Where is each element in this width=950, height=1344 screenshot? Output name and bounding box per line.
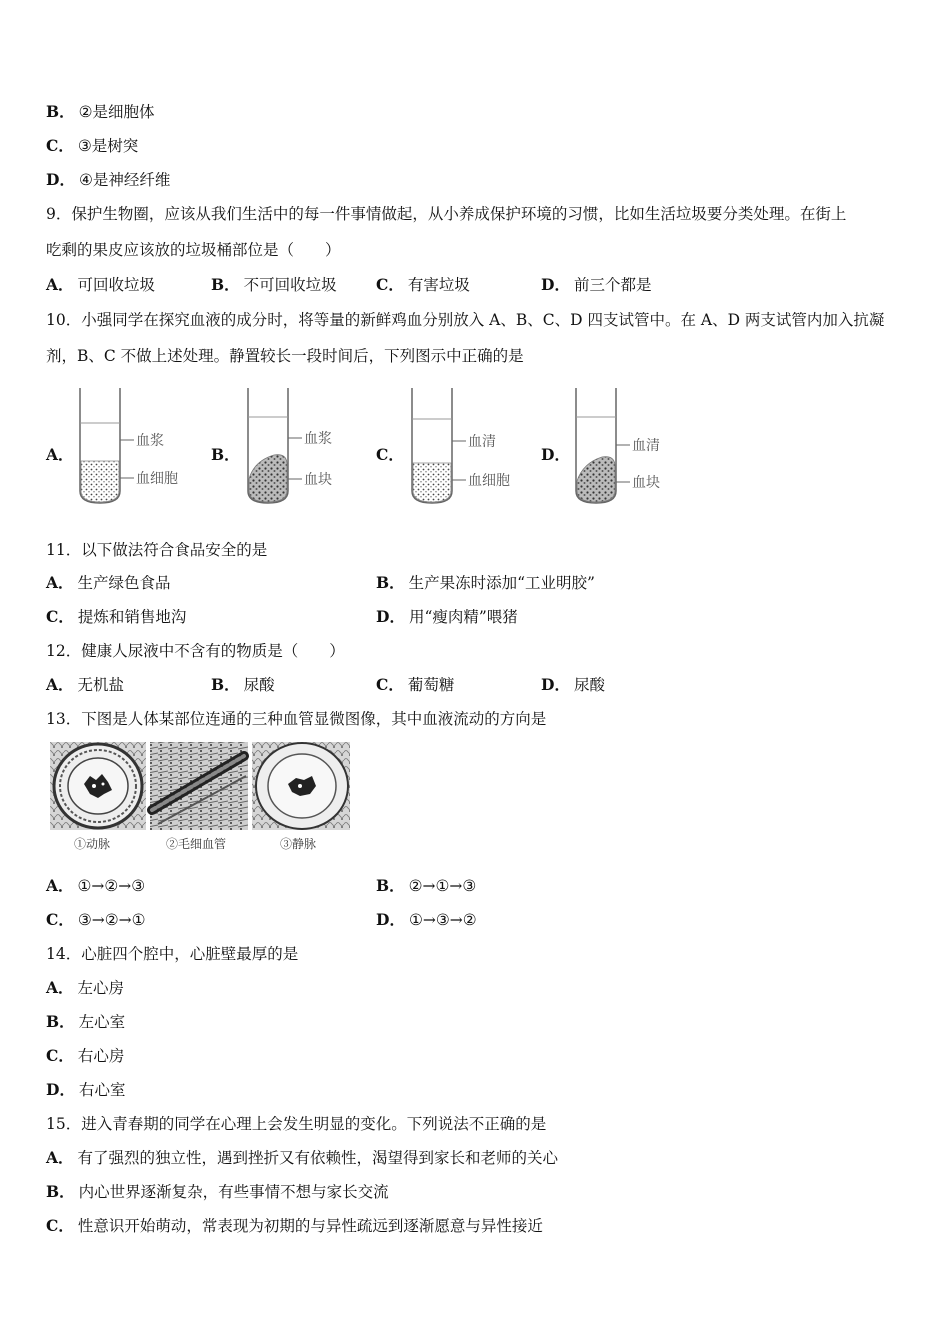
artery-image (50, 742, 146, 830)
tube-b-top-label: 血浆 (304, 431, 332, 447)
q12-option-b: B． 尿酸 (211, 675, 275, 694)
tube-d-top-label: 血清 (632, 438, 660, 454)
q9-stem-line2: 吃剩的果皮应该放的垃圾桶部位是（ ） (46, 241, 341, 259)
q11-option-a: A． 生产绿色食品 (46, 573, 171, 592)
test-tube-a (80, 388, 178, 503)
q10-option-b-label: B． (211, 445, 240, 464)
caption-vein: ③静脉 (280, 837, 317, 851)
q15-stem: 15．进入青春期的同学在心理上会发生明显的变化。下列说法不正确的是 (46, 1115, 547, 1133)
q8-option-b: B． ②是细胞体 (46, 102, 155, 121)
q13-option-b: B． ②→①→③ (376, 876, 477, 895)
q15-option-a: A． 有了强烈的独立性，遇到挫折又有依赖性，渴望得到家长和老师的关心 (46, 1148, 559, 1167)
q13-vessel-micrographs (48, 740, 352, 854)
q15-option-c: C． 性意识开始萌动，常表现为初期的与异性疏远到逐渐愿意与异性接近 (46, 1216, 543, 1235)
q10-stem-line1: 10．小强同学在探究血液的成分时，将等量的新鲜鸡血分别放入 A、B、C、D 四支试管中。在 A、D 两支试管内加入抗凝 (46, 311, 885, 329)
q12-stem: 12．健康人尿液中不含有的物质是（ ） (46, 642, 345, 660)
caption-capillary: ②毛细血管 (166, 837, 227, 851)
q9-option-a: A． 可回收垃圾 (46, 275, 156, 294)
q9-option-d: D． 前三个都是 (541, 275, 652, 294)
tube-c-top-label: 血清 (468, 434, 496, 450)
capillary-image (150, 742, 248, 830)
q8-option-d: D． ④是神经纤维 (46, 170, 171, 189)
tube-a-bottom-label: 血细胞 (136, 471, 178, 487)
q10-option-c-label: C． (376, 445, 404, 464)
q11-option-c: C． 提炼和销售地沟 (46, 607, 187, 626)
q11-stem: 11．以下做法符合食品安全的是 (46, 541, 268, 559)
q13-option-a: A． ①→②→③ (46, 876, 146, 895)
q13-stem: 13．下图是人体某部位连通的三种血管显微图像，其中血液流动的方向是 (46, 710, 547, 728)
q8-option-c: C． ③是树突 (46, 136, 139, 155)
q9-option-b: B． 不可回收垃圾 (211, 275, 337, 294)
q14-option-d: D． 右心室 (46, 1080, 126, 1099)
tube-c-bottom-label: 血细胞 (468, 473, 510, 489)
q10-option-d-label: D． (541, 445, 570, 464)
q12-option-d: D． 尿酸 (541, 675, 605, 694)
q13-option-c: C． ③→②→① (46, 910, 146, 929)
q14-option-a: A． 左心房 (46, 978, 125, 997)
q9-option-c: C． 有害垃圾 (376, 275, 470, 294)
q14-option-c: C． 右心房 (46, 1046, 125, 1065)
vein-image (252, 742, 350, 830)
q12-option-a: A． 无机盐 (46, 675, 125, 694)
q11-option-d: D． 用“瘦肉精”喂猪 (376, 607, 518, 626)
q13-option-d: D． ①→③→② (376, 910, 477, 929)
tube-d-bottom-label: 血块 (632, 475, 660, 491)
q12-option-c: C． 葡萄糖 (376, 675, 455, 694)
q14-option-b: B． 左心室 (46, 1012, 126, 1031)
caption-artery: ①动脉 (74, 837, 111, 851)
test-tube-b (248, 388, 332, 503)
q11-option-b: B． 生产果冻时添加“工业明胶” (376, 573, 595, 592)
tube-a-top-label: 血浆 (136, 433, 164, 449)
test-tube-d (576, 388, 660, 503)
q10-option-a-label: A． (46, 445, 74, 464)
q10-test-tube-figures (60, 383, 700, 513)
q10-stem-line2: 剂，B、C 不做上述处理。静置较长一段时间后，下列图示中正确的是 (46, 347, 524, 365)
test-tube-c (412, 388, 510, 503)
tube-b-bottom-label: 血块 (304, 472, 332, 488)
q15-option-b: B． 内心世界逐渐复杂，有些事情不想与家长交流 (46, 1182, 389, 1201)
q9-stem-line1: 9．保护生物圈，应该从我们生活中的每一件事情做起，从小养成保护环境的习惯，比如生活垃圾要分类处理。在街上 (46, 205, 847, 223)
q14-stem: 14．心脏四个腔中，心脏壁最厚的是 (46, 945, 299, 963)
